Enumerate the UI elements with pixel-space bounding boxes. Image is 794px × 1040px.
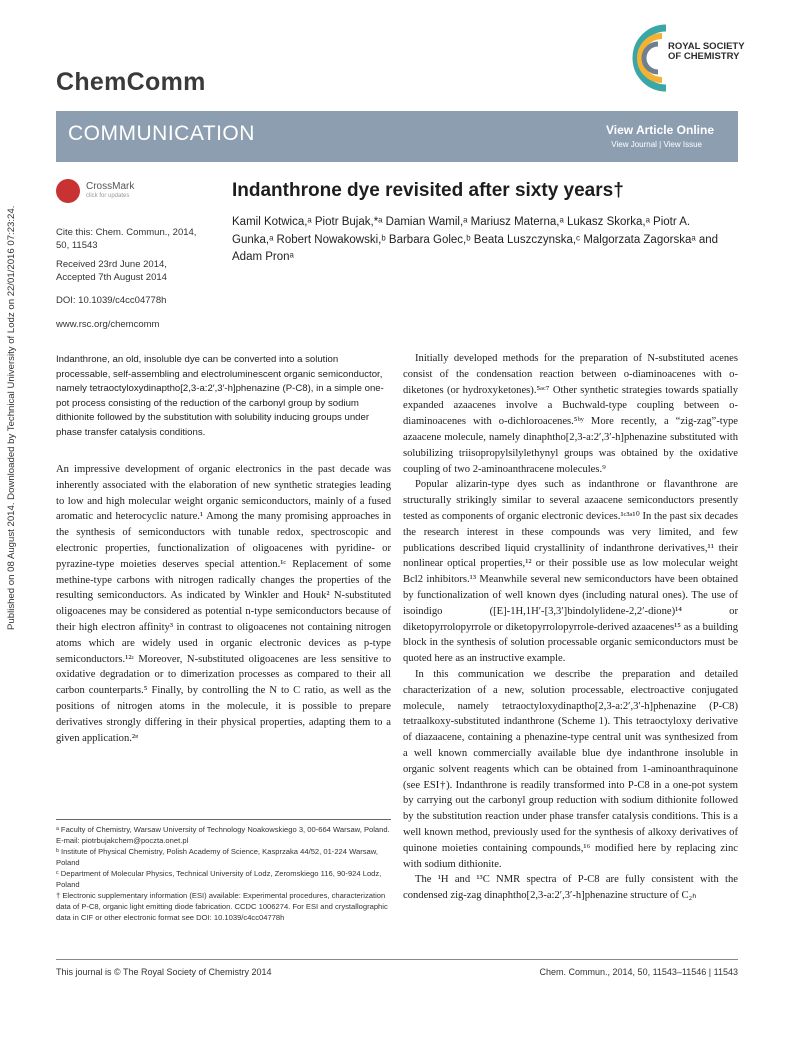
footnotes (56, 819, 391, 923)
article-title: Indanthrone dye revisited after sixty years† (232, 180, 624, 201)
footer-citation: Chem. Commun., 2014, 50, 11543–11546 | 11543 (539, 967, 738, 977)
paragraph: An impressive development of organic electronics in the past decade was inherently associated with the elaboration of new synthetic strategies leading to low and high molecular weight organic semiconductors, mainly of a fused aromatic and heterocyclic nature.¹ Among the many promising approaches in the synthesis of semiconductors with tunable redox, spectroscopic and electronic properties, functionalization of oligoacenes with pyridine- or pyrazine-type moieties deserves special attention.¹ᶜ Replacement of some methine-type carbons with nitrogen radically changes the properties of the resulting semiconductors. As indicated by Winkler and Houk² N-substituted oligoacenes may be considered as potential n-type semiconductors because of their high electron affinity³ in contrast to oligoacenes not containing nitrogen atoms which are widely used in organic electronic devices as p-type semiconductors.¹²ʴ Moreover, N-substituted oligoacenes are less sensitive to oxidative degradation or to dimerization processes as compared to their all carbon counterparts.⁵ Finally, by controlling the N to C ratio, as well as the positions of nitrogen atoms in the molecule, it is possible to prepare derivatives strongly differing in their physical properties, adapting them to a given application.²ʶ (56, 464, 391, 744)
rsc-logo-line-2: OF CHEMISTRY (668, 51, 740, 62)
received-accepted (56, 258, 216, 284)
publication-sidebar-note (6, 190, 20, 630)
citation-line-1: Cite this: Chem. Commun., 2014, (56, 227, 197, 238)
article-type-banner (56, 111, 738, 162)
footer-divider (56, 959, 738, 960)
rsc-logo-line-1: ROYAL SOCIETY (668, 41, 745, 52)
rsc-logo-text (668, 42, 745, 62)
journal-url[interactable]: www.rsc.org/chemcomm (56, 319, 160, 330)
citation-info (56, 226, 216, 252)
footnote: ᵃ Faculty of Chemistry, Warsaw University of Technology Noakowskiego 3, 00-664 Warsaw, Poland. E-mail: piotrbujakchem@poczta.onet.pl (56, 825, 390, 845)
footnote: ᵇ Institute of Physical Chemistry, Polish Academy of Science, Kasprzaka 44/52, 01-224 Warsaw, Poland (56, 847, 378, 867)
view-journal-issue-links[interactable]: View Journal | View Issue (611, 140, 702, 149)
footer-copyright: This journal is © The Royal Society of Chemistry 2014 (56, 967, 272, 977)
crossmark-badge[interactable] (56, 179, 144, 205)
paragraph: Popular alizarin-type dyes such as indanthrone or flavanthrone are structurally strikingly similar to several azaacene semiconductors presently tested as components of organic electronic devices.¹ᶜ³ᵃ¹⁰ In the past six decades the research interest in these compounds was very limited, and few publications described liquid crystallinity of indanthrone derivatives,¹¹ their nonlinear optical properties,¹² or their possible use as low molecular weight Bcl2 inhibitors.¹³ Meanwhile several new semiconductors have been obtained by functionalization of well known dyes (including natural ones). The use of isoindigo ([E]-1H,1H′-[3,3′]bindolylidene-2,2′-dione)¹⁴ or diketopyrrolopyrrole or diketopyrrolopyrrole-derived azaacenes¹⁵ as a building block in the synthesis of solution processable organic semiconductors must be quoted here as an instructive example. (403, 479, 738, 665)
crossmark-label: CrossMark (86, 181, 135, 192)
journal-title: ChemComm (56, 68, 206, 96)
view-article-online-link[interactable]: View Article Online (605, 123, 714, 137)
accepted-date: Accepted 7th August 2014 (56, 272, 167, 283)
body-column-right (403, 351, 738, 904)
doi[interactable]: DOI: 10.1039/c4cc04778h (56, 295, 167, 306)
crossmark-subtitle: click for updates (86, 193, 130, 199)
footnote: † Electronic supplementary information (ESI) available: Experimental procedures, characterization data of P-C8, organic light emitting diode fabrication. CCDC 1006274. For ESI and crystallographic data in CIF or other electronic format see DOI: 10.1039/c4cc04778h (56, 891, 388, 922)
author-list: Kamil Kotwica,ᵃ Piotr Bujak,*ᵃ Damian Wamil,ᵃ Mariusz Materna,ᵃ Lukasz Skorka,ᵃ Piotr A. Gunka,ᵃ Robert Nowakowski,ᵇ Barbara Golec,ᵇ Beata Luszczynska,ᶜ Malgorzata Zagorskaᵃ and Adam Pronᵃ (232, 216, 719, 263)
paragraph: The ¹H and ¹³C NMR spectra of P-C8 are fully consistent with the condensed zig-zag dinaphtho[2,3-a:2′,3′-h]phenazine structure of C₂ₕ (403, 874, 738, 902)
footnote: ᶜ Department of Molecular Physics, Technical University of Lodz, Zeromskiego 116, 90-924 Lodz, Poland (56, 869, 382, 889)
abstract: Indanthrone, an old, insoluble dye can be converted into a solution processable, self-assembling and electroluminescent organic semiconductor, namely tetraoctyloxydinaptho[2,3-a:2′,3′-h]phenazine (P-C8), in a simple one-pot process consisting of the reduction of the carbonyl group by sodium dithionite followed by the substitution with solubility inducing groups under phase transfer catalysis conditions. (56, 354, 384, 438)
body-column-left (56, 462, 391, 746)
paragraph: Initially developed methods for the preparation of N-substituted acenes consist of the condensation reaction between o-diaminoacenes with o-diketones (or hydroxyketones).⁵ᵃᶜ⁷ Other synthetic strategies towards spatially expanded azaacenes involve a Buchwald-type coupling between o-diaminoacenes with o-dichloroacenes.⁵ᵇʸ More recently, a “zig-zag”-type azaacene molecule, namely dinaphtho[2,3-a:2′,3′-h]phenazine substituted with solubilizing triisopropylsilylethynyl groups was obtained by the oxidative coupling of two 2-aminoanthracene molecules.⁹ (403, 353, 738, 475)
received-date: Received 23rd June 2014, (56, 259, 167, 270)
crossmark-icon (56, 179, 80, 203)
article-type-label: COMMUNICATION (68, 122, 255, 145)
citation-line-2: 50, 11543 (56, 240, 98, 251)
sidebar-note-text: Published on 08 August 2014. Downloaded by Technical University of Lodz on 22/01/2016 07:23:24. (6, 205, 17, 630)
paragraph: In this communication we describe the preparation and detailed characterization of a new, solution processable, electroactive conjugated molecule, namely tetraoctyloxydinaptho[2,3-a:2′,3′-h]phenazine (P-C8) tetraalkoxy-substituted indanthrone (Scheme 1). This tetraoctyloxy derivative of diazaacene, containing a phenazine-type central unit was synthesized from a well known commercially available blue dye indanthrone insoluble in organic solvent reagents which can be obtained from 1-aminoanthraquinone (see ESI†). Indanthrone is readily transformed into P-C8 in a one-pot system by carrying out the carbonyl group reduction with sodium dithionite followed by the substitution reaction under phase transfer catalysis conditions. This is a well known method, previously used for the synthesis of alkoxy derivatives of quinone moieties containing compounds,¹⁶ modified here by replacing zinc with sodium dithionite. (403, 668, 738, 870)
